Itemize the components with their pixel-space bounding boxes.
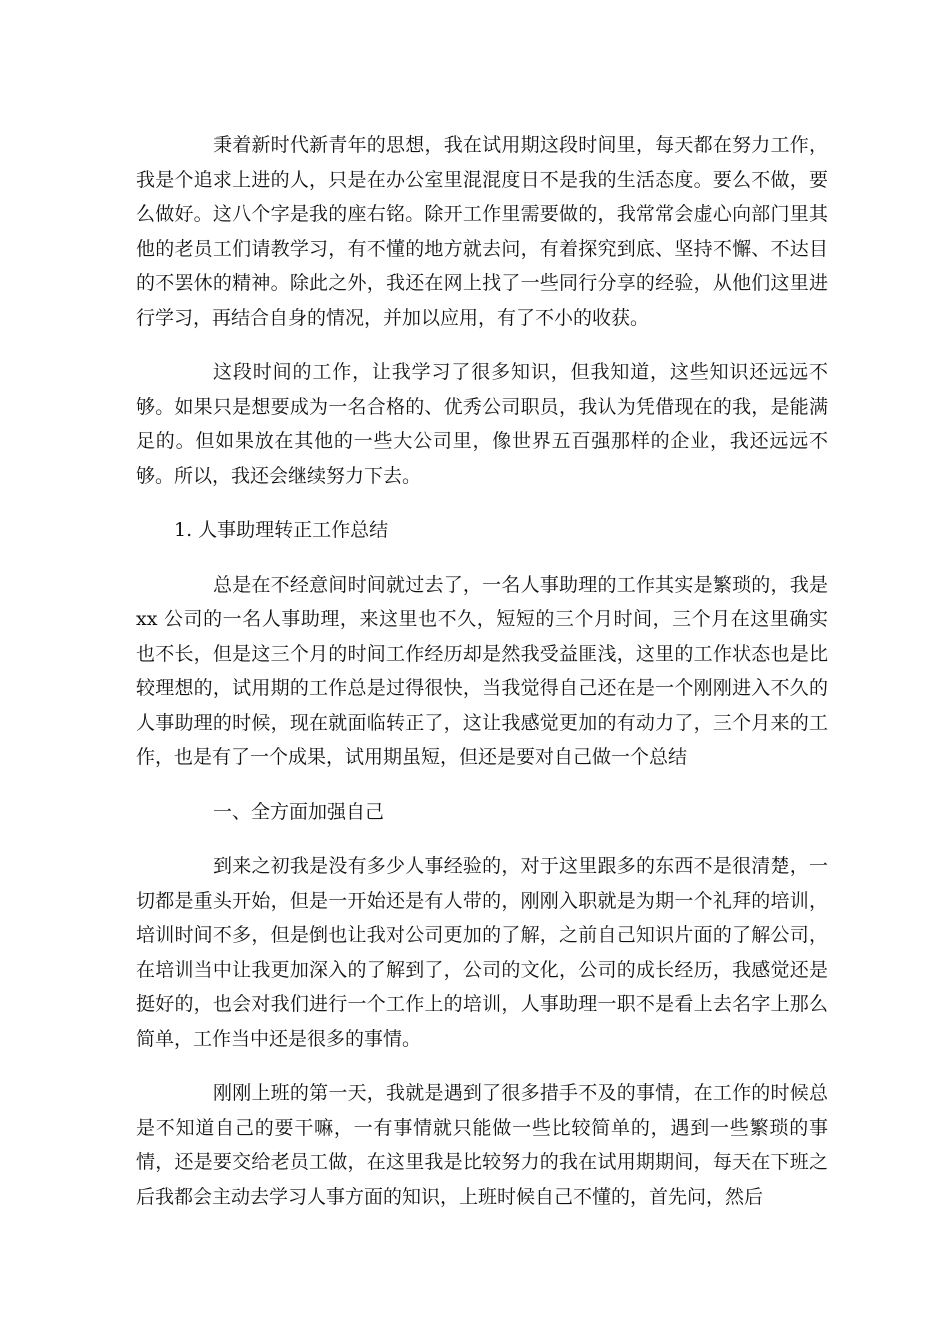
paragraph-work-attitude: 秉着新时代新青年的思想，我在试用期这段时间里，每天都在努力工作，我是个追求上进的人，只是在办公室里混混度日不是我的生活态度。要么不做，要么做好。这八个字是我的座右铭。除开工作里需要做的，我常常会虚心向部门里其他的老员工们请教学习，有不懂的地方就去问，有着探究到底、坚持不懈、不达目的不罢休的精神。除此之外，我还在网上找了一些同行分享的经验，从他们这里进行学习，再结合自身的情况，并加以应用，有了不小的收获。 [136,134,828,329]
paragraph-onboarding-training: 到来之初我是没有多少人事经验的，对于这里跟多的东西不是很清楚，一切都是重头开始，但是一开始还是有人带的，刚刚入职就是为期一个礼拜的培训，培训时间不多，但是倒也让我对公司更加的了解，之前自己知识片面的了解公司，在培训当中让我更加深入的了解到了，公司的文化，公司的成长经历，我感觉还是挺好的，也会对我们进行一个工作上的培训，人事助理一职不是看上去名字上那么简单，工作当中还是很多的事情。 [136,855,828,1050]
paragraph-probation-overview: 总是在不经意间时间就过去了，一名人事助理的工作其实是繁琐的，我是 xx 公司的一名人事助理，来这里也不久，短短的三个月时间，三个月在这里确实也不长，但是这三个月的时间工作经历却是然我受益匪浅，这里的工作状态也是比较理想的，试用期的工作总是过得很快，当我觉得自己还在是一个刚刚进入不久的人事助理的时候，现在就面临转正了，这让我感觉更加的有动力了，三个月来的工作，也是有了一个成果，试用期虽短，但还是要对自己做一个总结 [136,573,828,768]
section-heading-hr-assistant-summary: 1. 人事助理转正工作总结 [174,519,389,541]
paragraph-first-day: 刚刚上班的第一天，我就是遇到了很多措手不及的事情，在工作的时候总是不知道自己的要干嘛，一有事情就只能做一些比较简单的，遇到一些繁琐的事情，还是要交给老员工做，在这里我是比较努力的我在试用期期间，每天在下班之后我都会主动去学习人事方面的知识，上班时候自己不懂的，首先问，然后 [136,1082,828,1208]
paragraph-knowledge-gap: 这段时间的工作，让我学习了很多知识，但我知道，这些知识还远远不够。如果只是想要成为一名合格的、优秀公司职员，我认为凭借现在的我，是能满足的。但如果放在其他的一些大公司里，像世界五百强那样的企业，我还远远不够。所以，我还会继续努力下去。 [136,361,828,487]
subsection-heading-self-improvement: 一、全方面加强自己 [213,800,385,823]
document-body [136,128,828,1234]
